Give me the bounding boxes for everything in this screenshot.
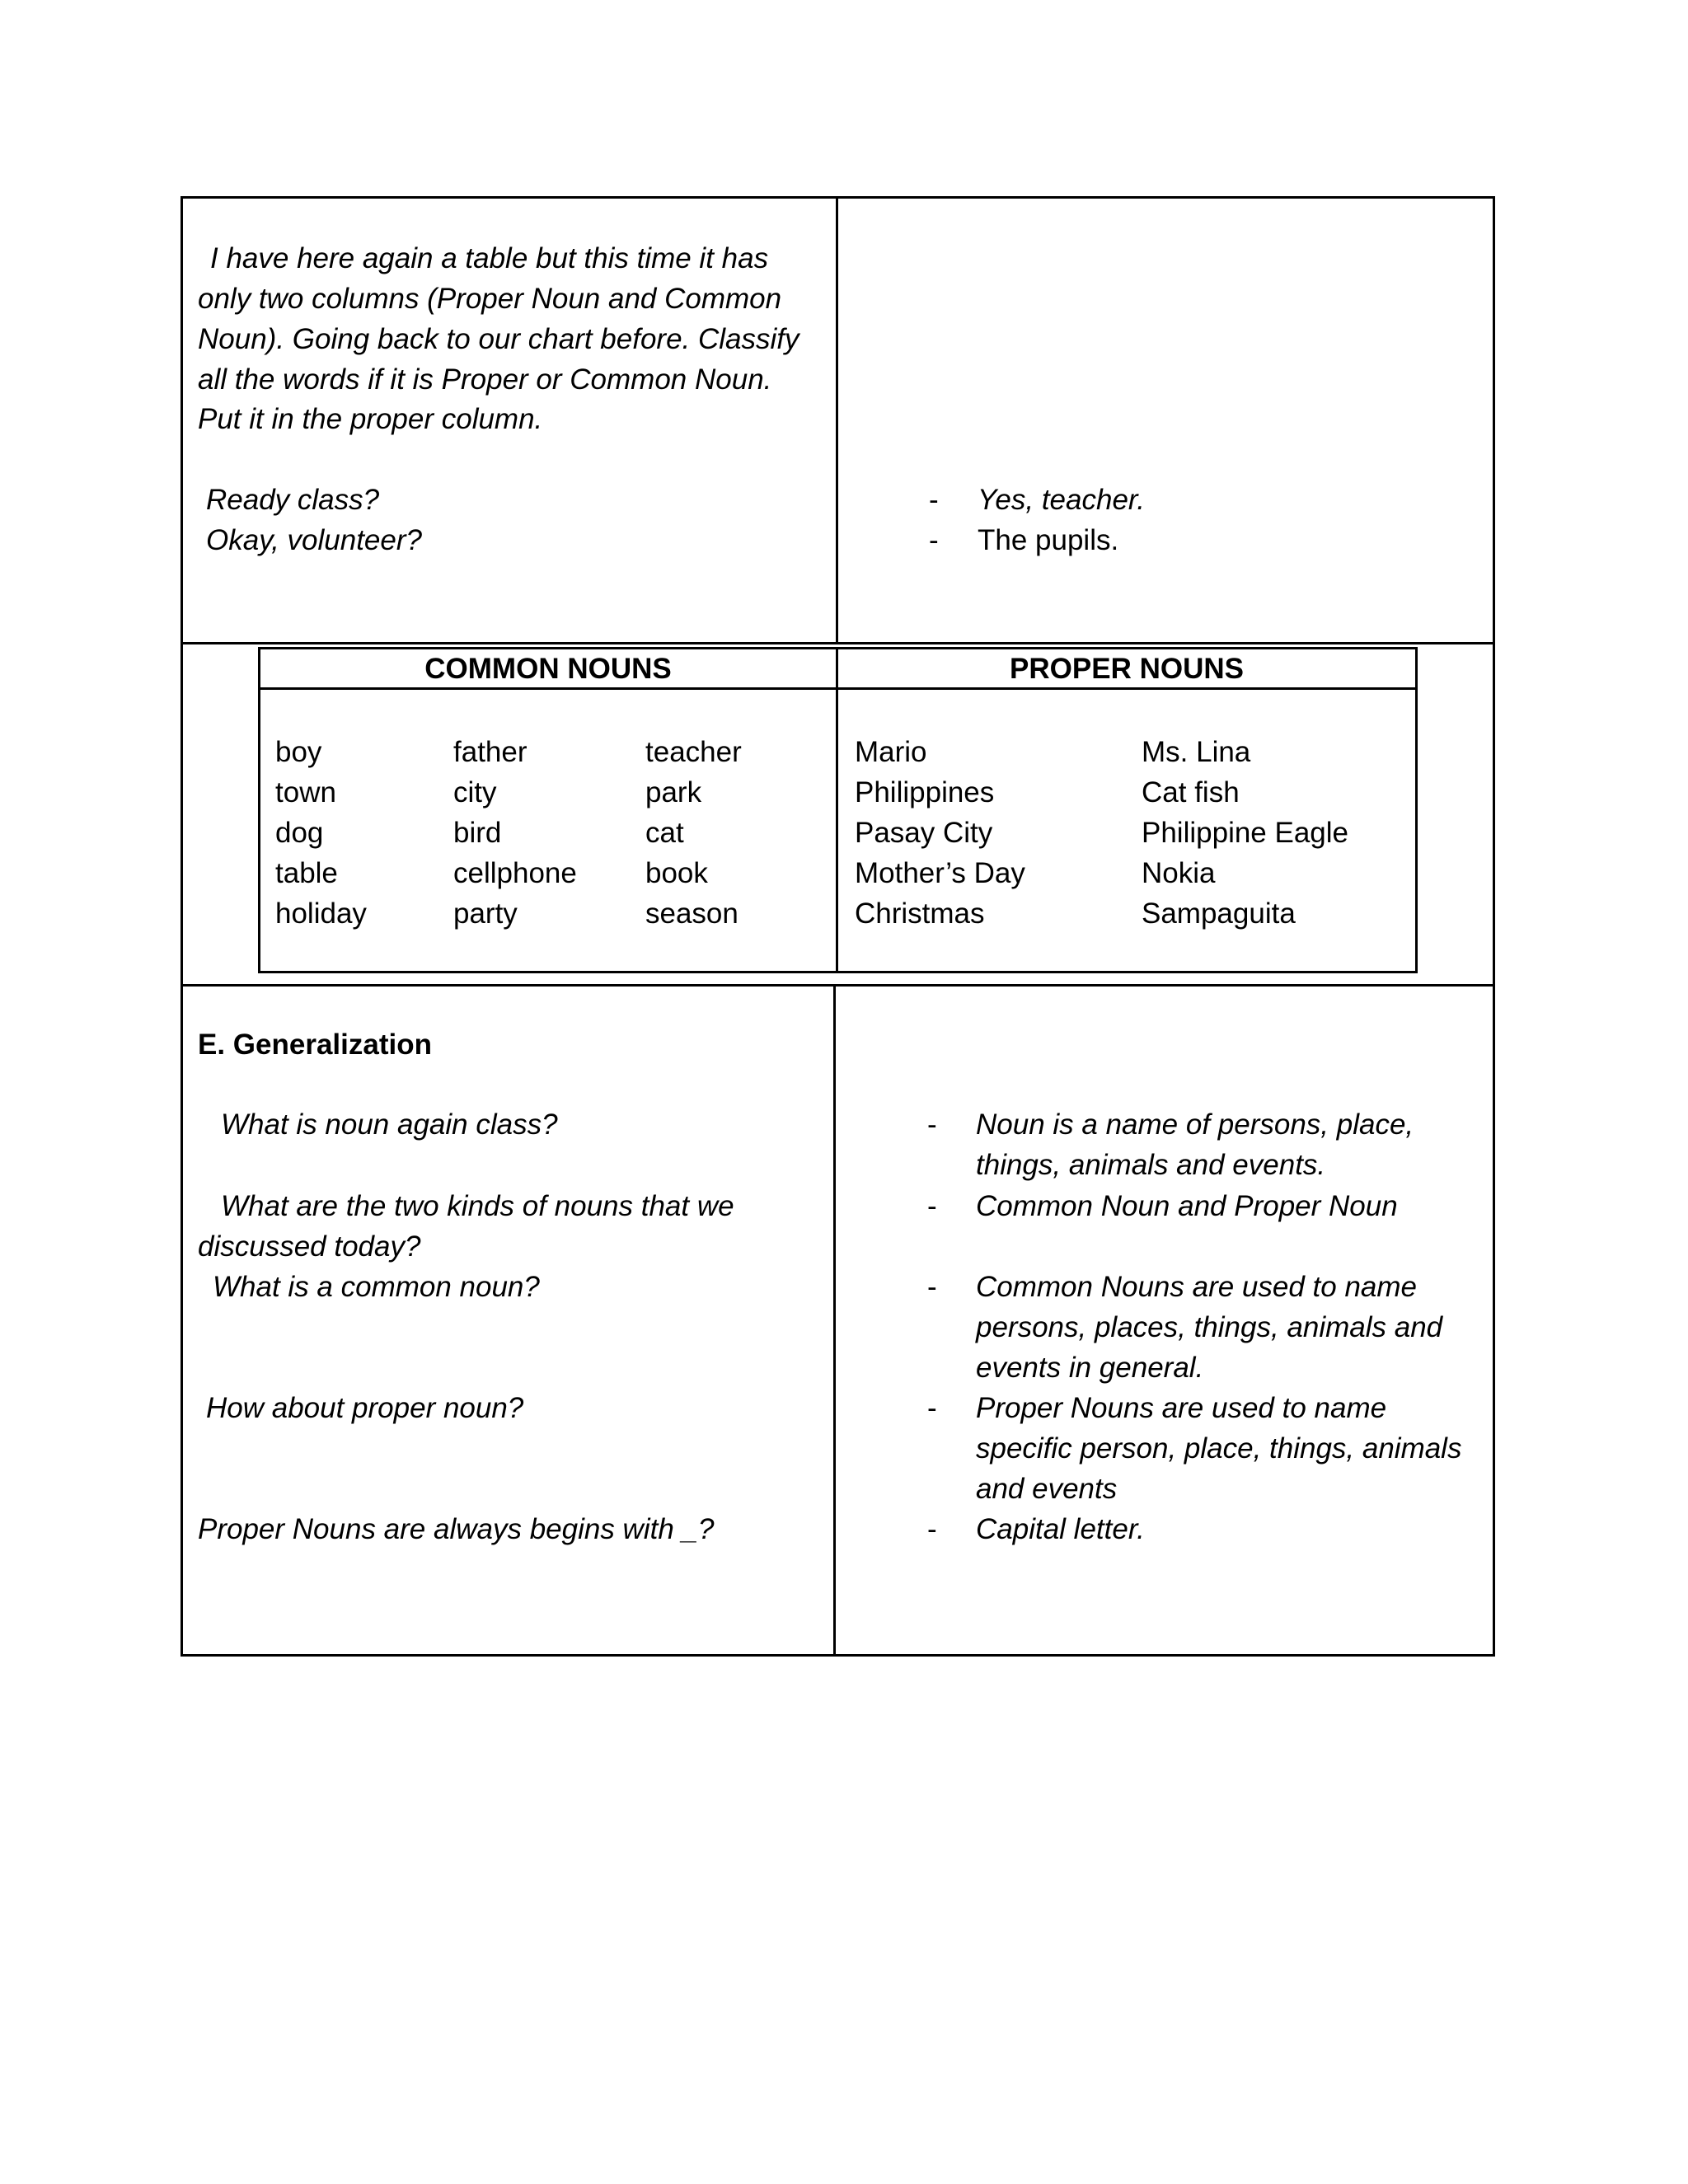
- noun-item: Christmas: [855, 898, 985, 930]
- bullet-dash: -: [927, 1271, 937, 1303]
- paragraph-line: Put it in the proper column.: [198, 403, 543, 435]
- noun-item: park: [645, 776, 702, 808]
- paragraph-line: only two columns (Proper Noun and Common: [198, 283, 782, 315]
- pupil-answer-line: persons, places, things, animals and: [976, 1311, 1443, 1343]
- teacher-question: How about proper noun?: [206, 1392, 524, 1424]
- pupil-answer-line: Capital letter.: [976, 1513, 1145, 1545]
- noun-item: father: [453, 736, 528, 768]
- common-nouns-column: [645, 732, 742, 934]
- table-right-border: [1493, 196, 1495, 1657]
- noun-item: town: [275, 776, 336, 808]
- bullet-dash: -: [929, 524, 939, 556]
- table-bottom-border: [181, 1654, 1495, 1657]
- bullet-dash: -: [927, 1513, 937, 1545]
- teacher-question: What are the two kinds of nouns that we: [221, 1190, 734, 1222]
- table-left-border: [181, 196, 183, 1657]
- bullet-dash: -: [929, 484, 939, 516]
- noun-item: Philippines: [855, 776, 995, 808]
- pupil-answer-line: things, animals and events.: [976, 1149, 1326, 1181]
- noun-item: cellphone: [453, 857, 577, 889]
- noun-item: Philippine Eagle: [1142, 817, 1349, 849]
- pupil-answer-line: Common Noun and Proper Noun: [976, 1190, 1398, 1222]
- noun-item: dog: [275, 817, 324, 849]
- noun-item: boy: [275, 736, 322, 768]
- noun-item: city: [453, 776, 497, 808]
- paragraph-line: all the words if it is Proper or Common Noun.: [198, 363, 772, 396]
- row1-column-divider: [836, 196, 838, 644]
- teacher-question: What is a common noun?: [213, 1271, 540, 1303]
- row2-bottom-border: [181, 984, 1495, 987]
- noun-item: book: [645, 857, 708, 889]
- row3-column-divider: [833, 984, 836, 1657]
- section-heading: E. Generalization: [198, 1029, 432, 1061]
- noun-item: party: [453, 898, 518, 930]
- noun-item: holiday: [275, 898, 367, 930]
- common-nouns-column: [275, 732, 367, 934]
- paragraph-line: Noun). Going back to our chart before. Classify: [198, 323, 799, 355]
- bullet-dash: -: [927, 1190, 937, 1222]
- noun-item: Ms. Lina: [1142, 736, 1251, 768]
- pupil-answer-line: Noun is a name of persons, place,: [976, 1108, 1414, 1141]
- noun-item: table: [275, 857, 338, 889]
- proper-nouns-column: [1142, 732, 1348, 934]
- noun-item: Mother’s Day: [855, 857, 1025, 889]
- noun-item: cat: [645, 817, 684, 849]
- common-nouns-header: COMMON NOUNS: [424, 653, 672, 685]
- noun-item: teacher: [645, 736, 742, 768]
- teacher-question: discussed today?: [198, 1230, 421, 1263]
- teacher-question: What is noun again class?: [221, 1108, 558, 1141]
- noun-item: Mario: [855, 736, 927, 768]
- noun-item: Nokia: [1142, 857, 1216, 889]
- proper-nouns-column: [855, 732, 1025, 934]
- pupil-answer-line: Proper Nouns are used to name: [976, 1392, 1387, 1424]
- pupil-answer-line: and events: [976, 1473, 1118, 1505]
- common-nouns-column: [453, 732, 577, 934]
- teacher-prompt: Ready class?: [206, 484, 380, 516]
- noun-item: Pasay City: [855, 817, 993, 849]
- pupil-answer-line: events in general.: [976, 1352, 1204, 1384]
- noun-item: bird: [453, 817, 502, 849]
- pupil-answer-line: specific person, place, things, animals: [976, 1432, 1462, 1465]
- teacher-prompt: Okay, volunteer?: [206, 524, 422, 556]
- bullet-dash: -: [927, 1108, 937, 1141]
- noun-item: season: [645, 898, 738, 930]
- pupil-response: Yes, teacher.: [978, 484, 1145, 516]
- teacher-question: Proper Nouns are always begins with _?: [198, 1513, 715, 1545]
- pupil-response: The pupils.: [978, 524, 1119, 556]
- paragraph-line: I have here again a table but this time it has: [210, 242, 769, 274]
- noun-item: Cat fish: [1142, 776, 1240, 808]
- nouns-table-column-divider: [836, 647, 838, 973]
- pupil-answer-line: Common Nouns are used to name: [976, 1271, 1417, 1303]
- bullet-dash: -: [927, 1392, 937, 1424]
- noun-item: Sampaguita: [1142, 898, 1296, 930]
- proper-nouns-header: PROPER NOUNS: [1010, 653, 1244, 685]
